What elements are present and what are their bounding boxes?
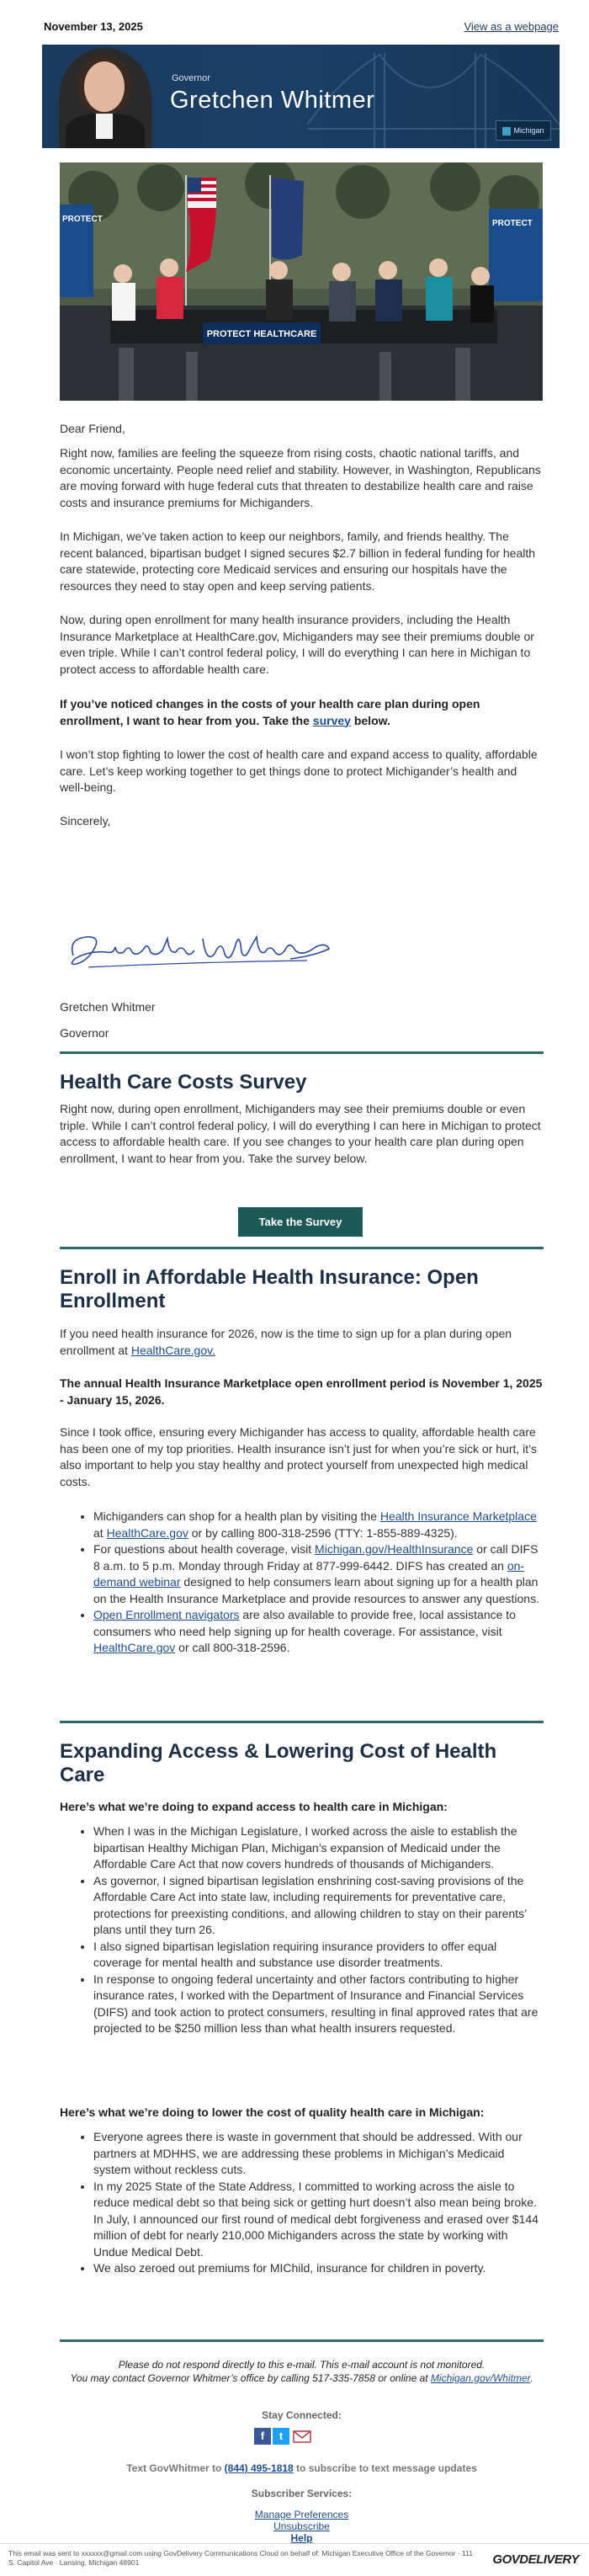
footer-note-2: You may contact Governor Whitmer’s office by calling 517-335-7858 or online at Michigan.gov/Whitmer. [70, 2372, 533, 2384]
survey-heading: Health Care Costs Survey [60, 1071, 307, 1094]
footer-note-1: Please do not respond directly to this e-mail. This e-mail account is not monitored. [118, 2359, 486, 2371]
list-item: • In my 2025 State of the State Address, I committed to working across the aisle to reduce medical debt so that being sick or getting hurt doesn’t also mean being broke. In July, I announced our first round of medical debt forgiveness and erased over $144 million of debt for nearly 210,000 Michiganders across the state by working with Undue Medical Debt. [93, 2179, 544, 2261]
list-item: • Open Enrollment navigators are also available to provide free, local assistance to consumers who need help signing up for health coverage. For assistance, visit HealthCare.gov or call 800-318-2596. [93, 1607, 544, 1657]
expand-subheading-1: Here’s what we’re doing to expand access to health care in Michigan: [60, 1800, 448, 1813]
survey-link[interactable]: survey [312, 713, 351, 727]
section-divider [60, 2339, 544, 2342]
enroll-paragraph: Since I took office, ensuring every Michigander has access to quality, affordable health care has been one of my top priorities. Health insurance isn’t just for when you’re sick or hurt, it’s also important to help you stay healthy and protect yourself from unexpected high medical costs. [60, 1425, 538, 1488]
disclaimer-text: This email was sent to xxxxxx@gmail.com using GovDelivery Communications Cloud on behalf of: Michigan Executive Office of the Governor · 111 S. Capitol Ave · Lansing, Michigan 48901 [8, 2549, 473, 2567]
backdrop-sign-left: PROTECT [62, 215, 103, 224]
greeting: Dear Friend, [60, 422, 125, 435]
michigan-logo-icon [502, 127, 511, 136]
expand-subheading-2: Here’s what we’re doing to lower the cost of quality health care in Michigan: [60, 2105, 485, 2119]
letter-paragraph-4: If you’ve noticed changes in the costs of your health care plan during open enrollment, I want to hear from you. Take the survey below. [60, 697, 480, 727]
enroll-list [60, 1509, 544, 1657]
michigan-health-insurance-link[interactable]: Michigan.gov/HealthInsurance [315, 1542, 474, 1556]
email-icon[interactable] [293, 2428, 310, 2445]
stay-connected-label: Stay Connected: [262, 2409, 342, 2421]
letter-paragraph-5: I won’t stop fighting to lower the cost of health care and expand access to quality, affordable care. Let’s keep working together to get things done to protect Michigander’s health and well-being. [60, 748, 538, 794]
signature-name: Gretchen Whitmer [60, 1000, 156, 1014]
section-divider [60, 1247, 544, 1249]
whitmer-contact-link[interactable]: Michigan.gov/Whitmer [430, 2372, 531, 2384]
event-photo-illustration [60, 162, 543, 401]
header-banner [42, 45, 560, 148]
list-item: • As governor, I signed bipartisan legislation enshrining cost-saving provisions of the Affordable Care Act into state law, including requirements for preventative care, protections for preexisting conditions, and allowing children to stay on their parents’ plans until they turn 26. [93, 1873, 544, 1939]
healthcare-gov-link[interactable]: HealthCare.gov. [130, 1343, 215, 1357]
list-item: • In response to ongoing federal uncertainty and other factors contributing to higher insurance rates, I worked with the Department of Insurance and Financial Services (DIFS) and took action to protect consumers, resulting in final approved rates that are projected to be $250 million less than what health insurers requested. [93, 1972, 544, 2037]
marketplace-link[interactable]: Health Insurance Marketplace [379, 1509, 537, 1523]
signature-title: Governor [60, 1026, 109, 1040]
expand-list-2 [60, 2129, 544, 2277]
text-number-link[interactable]: (844) 495-1818 [224, 2462, 294, 2474]
list-item: • I also signed bipartisan legislation requiring insurance providers to offer equal coverage for mental health and substance use disorder treatments. [93, 1939, 544, 1972]
michigan-logo: Michigan [496, 120, 551, 141]
list-item: • We also zeroed out premiums for MIChild, insurance for children in poverty. [93, 2260, 544, 2277]
take-survey-button[interactable]: Take the Survey [238, 1207, 363, 1237]
top-bar [44, 19, 559, 37]
banner-title-small: Governor [172, 73, 210, 83]
signature-image [63, 913, 332, 981]
governor-portrait [59, 48, 151, 148]
podium-sign: PROTECT HEALTHCARE [206, 329, 317, 339]
enroll-period: The annual Health Insurance Marketplace open enrollment period is November 1, 2025 - January 15, 2026. [60, 1376, 543, 1407]
section-divider [60, 1051, 544, 1054]
event-photo [60, 162, 543, 401]
twitter-icon[interactable]: t [273, 2428, 289, 2445]
facebook-icon[interactable]: f [254, 2428, 271, 2445]
unsubscribe-link[interactable]: Unsubscribe [273, 2520, 330, 2532]
letter-paragraph-1: Right now, families are feeling the squeeze from rising costs, chaotic national tariffs, and economic uncertainty. People need relief and stability. However, in Washington, Republicans are moving forward with huge federal cuts that threaten to destabilize health care and raise costs and insurance premiums for Michiganders. [60, 446, 541, 509]
survey-text: Right now, during open enrollment, Michiganders may see their premiums double or even triple. While I can’t control federal policy, I will do everything I can here in Michigan to protect access to affordable health care. If you see changes to your health care plan during open enrollment, I want to hear from you. Take the survey below. [60, 1102, 541, 1165]
letter-paragraph-3: Now, during open enrollment for many health insurance providers, including the Health Insurance Marketplace at HealthCare.gov, Michiganders may see their premiums double or even triple. While I can’t control federal policy, I will do everything I can here in Michigan to protect access to affordable health care. [60, 613, 534, 676]
list-item: • When I was in the Michigan Legislature, I worked across the aisle to establish the bipartisan Healthy Michigan Plan, Michigan’s expansion of Medicaid under the Affordable Care Act that now covers hundreds of thousands of Michiganders. [93, 1823, 544, 1873]
manage-preferences-link[interactable]: Manage Preferences [254, 2509, 349, 2520]
healthcare-gov-link[interactable]: HealthCare.gov [93, 1641, 176, 1654]
view-as-webpage-link[interactable]: View as a webpage [464, 20, 559, 33]
list-item: • Everyone agrees there is waste in government that should be addressed. With our partners at MDHHS, we are addressing these problems in Michigan’s Medicaid system without reckless cuts. [93, 2129, 544, 2179]
govdelivery-logo: GOVDELIVERY [492, 2552, 579, 2567]
letter-closing: Sincerely, [60, 814, 111, 828]
list-item: • For questions about health coverage, visit Michigan.gov/HealthInsurance or call DIFS 8 a.m. to 5 p.m. Monday through Friday at 877-999-6442. DIFS has created an on-demand webinar designed to help consumers learn about signing up for a health plan on the Health Insurance Marketplace and provide resources to answer any questions. [93, 1541, 544, 1607]
enroll-heading: Enroll in Affordable Health Insurance: Open Enrollment [60, 1266, 479, 1312]
expand-heading: Expanding Access & Lowering Cost of Health Care [60, 1740, 497, 1786]
section-divider [60, 1721, 544, 1723]
subscriber-services-label: Subscriber Services: [251, 2488, 353, 2499]
govdelivery-footer [0, 2543, 589, 2576]
email-date: November 13, 2025 [44, 20, 143, 33]
banner-name: Gretchen Whitmer [170, 87, 375, 114]
expand-list-1 [60, 1823, 544, 2037]
text-subscribe-line: Text GovWhitmer to (844) 495-1818 to subscribe to text message updates [126, 2462, 477, 2474]
letter-paragraph-2: In Michigan, we’ve taken action to keep our neighbors, family, and friends healthy. The recent balanced, bipartisan budget I signed secures $2.7 billion in federal funding for health care statewide, protecting core Medicaid services and ensuring our hospitals have the resources they need to stay open and keep serving patients. [60, 530, 536, 593]
on-demand-webinar-link[interactable]: on-demand webinar [93, 1558, 525, 1589]
enroll-intro: If you need health insurance for 2026, now is the time to sign up for a plan during open enrollment at HealthCare.gov. [60, 1327, 512, 1357]
help-link[interactable]: Help [290, 2532, 313, 2544]
backdrop-sign-right: PROTECT [492, 219, 533, 228]
navigators-link[interactable]: Open Enrollment navigators [93, 1608, 240, 1621]
list-item: • Michiganders can shop for a health plan by visiting the Health Insurance Marketplace at HealthCare.gov or by calling 800-318-2596 (TTY: 1-855-889-4325). [93, 1509, 544, 1541]
healthcare-gov-link[interactable]: HealthCare.gov [106, 1525, 188, 1540]
